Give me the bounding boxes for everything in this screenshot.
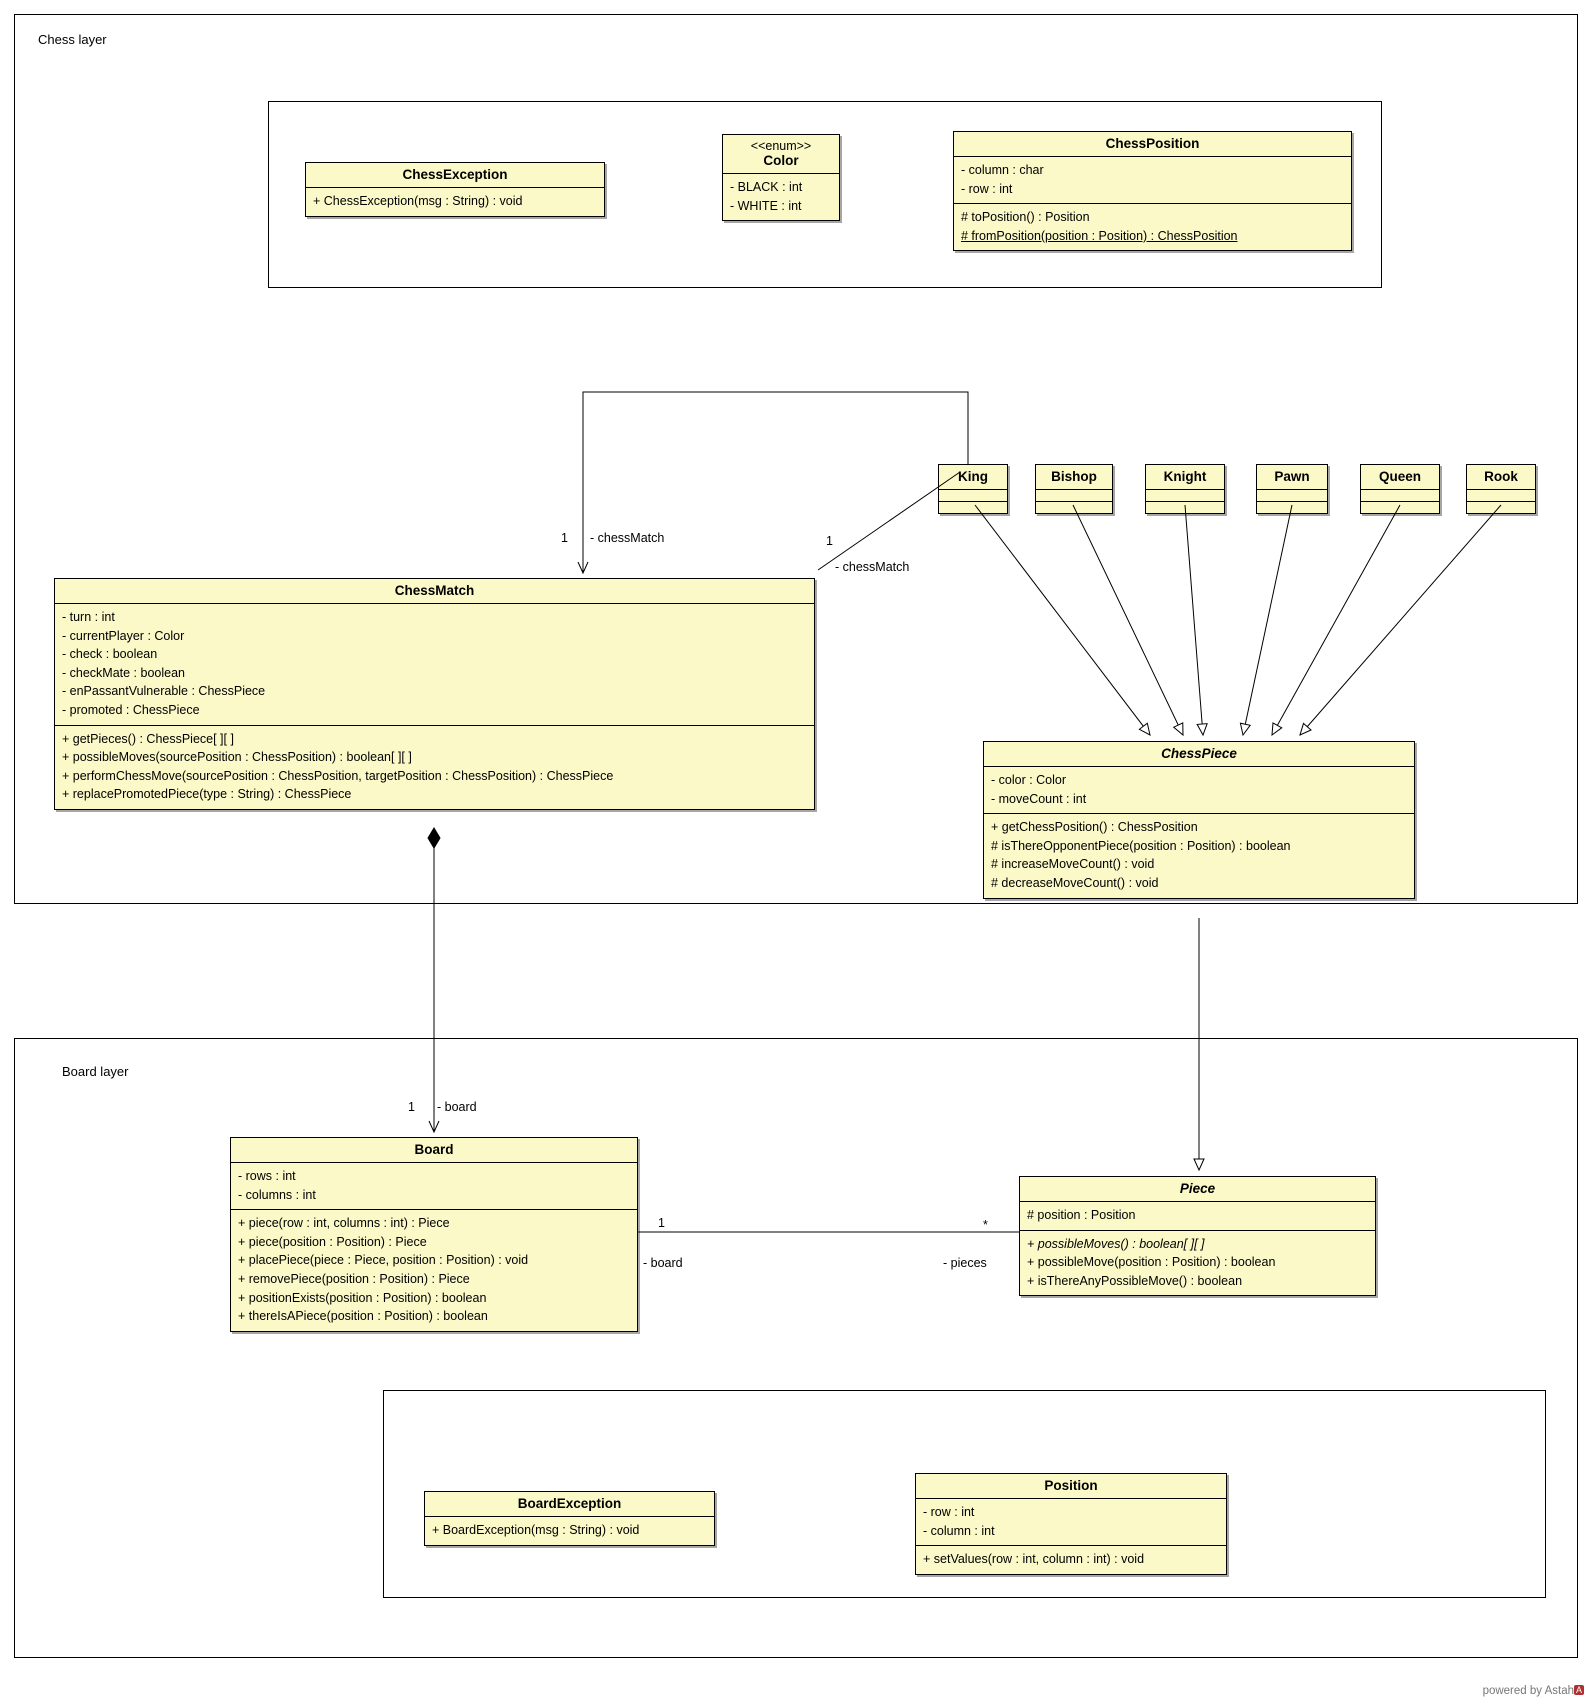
class-boardexception-name: BoardException	[425, 1492, 714, 1517]
class-piece-name: Piece	[1020, 1177, 1375, 1202]
class-chessposition-operations	[954, 204, 1351, 250]
attribute: - columns : int	[238, 1187, 316, 1202]
class-king-name: King	[939, 465, 1007, 490]
class-pawn-operations	[1257, 502, 1327, 513]
class-boardexception-operations	[425, 1517, 714, 1545]
class-piece[interactable]	[1019, 1176, 1376, 1296]
label-board-piece-left-role: - board	[643, 1256, 683, 1270]
attribute: - color : Color	[991, 773, 1067, 787]
class-position-operations	[916, 1546, 1226, 1574]
attribute: - checkMate : boolean	[62, 665, 185, 680]
class-chesspiece[interactable]	[983, 741, 1415, 899]
literal: - WHITE : int	[730, 198, 802, 213]
operation: + isThereAnyPossibleMove() : boolean	[1027, 1273, 1243, 1288]
class-knight[interactable]	[1145, 464, 1225, 514]
class-rook-name: Rook	[1467, 465, 1535, 490]
class-pawn[interactable]	[1256, 464, 1328, 514]
class-board-name: Board	[231, 1138, 637, 1163]
class-chessposition[interactable]	[953, 131, 1352, 251]
operation: + possibleMove(position : Position) : boolean	[1027, 1255, 1276, 1270]
package-chess-layer-label: Chess layer	[38, 32, 107, 47]
class-queen-attributes	[1361, 490, 1439, 502]
class-board[interactable]	[230, 1137, 638, 1332]
operation: + piece(position : Position) : Piece	[238, 1234, 427, 1249]
watermark	[1483, 1685, 1584, 1697]
operation: # fromPosition(position : Position) : ChessPosition	[961, 228, 1238, 243]
attribute: - row : int	[961, 181, 1013, 196]
literal: - BLACK : int	[730, 180, 803, 194]
operation: + placePiece(piece : Piece, position : Position) : void	[238, 1253, 529, 1268]
class-rook-operations	[1467, 502, 1535, 513]
class-color-name	[723, 135, 839, 174]
class-board-operations	[231, 1210, 637, 1331]
attribute: - turn : int	[62, 610, 115, 624]
label-board-piece-right-role: - pieces	[943, 1256, 987, 1270]
operation: + performChessMove(sourcePosition : ChessPosition, targetPosition : ChessPosition) : ChessPiece	[62, 768, 614, 783]
class-queen-operations	[1361, 502, 1439, 513]
attribute: - promoted : ChessPiece	[62, 702, 200, 717]
watermark-text: powered by Astah	[1482, 1685, 1574, 1697]
operation: + setValues(row : int, column : int) : void	[923, 1552, 1145, 1567]
class-knight-attributes	[1146, 490, 1224, 502]
class-knight-operations	[1146, 502, 1224, 513]
class-board-attributes	[231, 1163, 637, 1210]
operation: + replacePromotedPiece(type : String) : ChessPiece	[62, 787, 352, 802]
class-rook-attributes	[1467, 490, 1535, 502]
class-chessposition-attributes	[954, 157, 1351, 204]
attribute: - row : int	[923, 1505, 975, 1519]
attribute: - rows : int	[238, 1169, 296, 1183]
operation: # toPosition() : Position	[961, 210, 1090, 225]
class-king-operations	[939, 502, 1007, 513]
operation: # decreaseMoveCount() : void	[991, 875, 1159, 890]
operation: # increaseMoveCount() : void	[991, 857, 1155, 872]
attribute: - check : boolean	[62, 647, 158, 662]
class-chessexception-name: ChessException	[306, 163, 604, 188]
attribute: - column : char	[961, 163, 1044, 177]
operation: + possibleMoves() : boolean[ ][ ]	[1027, 1236, 1205, 1251]
class-chessmatch-operations	[55, 726, 814, 809]
class-king[interactable]	[938, 464, 1008, 514]
operation: + removePiece(position : Position) : Piece	[238, 1271, 470, 1286]
label-board-piece-left-multiplicity: 1	[658, 1216, 665, 1230]
operation: + getChessPosition() : ChessPosition	[991, 820, 1198, 835]
label-chesspiece-multiplicity: 1	[826, 534, 833, 548]
attribute: - enPassantVulnerable : ChessPiece	[62, 684, 266, 699]
class-chessposition-name: ChessPosition	[954, 132, 1351, 157]
label-board-role: - board	[437, 1100, 477, 1114]
label-board-multiplicity: 1	[408, 1100, 415, 1114]
operation: # isThereOpponentPiece(position : Position) : boolean	[991, 838, 1291, 853]
class-position-name: Position	[916, 1474, 1226, 1499]
class-color-title: Color	[763, 153, 799, 168]
operation: + piece(row : int, columns : int) : Piece	[238, 1216, 450, 1231]
operation: + thereIsAPiece(position : Position) : boolean	[238, 1309, 488, 1324]
class-piece-operations	[1020, 1231, 1375, 1296]
class-boardexception[interactable]	[424, 1491, 715, 1546]
label-king-role: - chessMatch	[590, 531, 665, 545]
label-king-multiplicity: 1	[561, 531, 568, 545]
class-color-enum[interactable]	[722, 134, 840, 221]
class-bishop-attributes	[1036, 490, 1112, 502]
class-position[interactable]	[915, 1473, 1227, 1575]
label-chesspiece-role: - chessMatch	[835, 560, 910, 574]
class-position-attributes	[916, 1499, 1226, 1546]
class-queen-name: Queen	[1361, 465, 1439, 490]
class-piece-attributes	[1020, 1202, 1375, 1231]
class-bishop[interactable]	[1035, 464, 1113, 514]
class-chessexception[interactable]	[305, 162, 605, 217]
attribute: # position : Position	[1027, 1208, 1136, 1222]
class-pawn-attributes	[1257, 490, 1327, 502]
class-chessmatch[interactable]	[54, 578, 815, 810]
class-pawn-name: Pawn	[1257, 465, 1327, 490]
class-bishop-name: Bishop	[1036, 465, 1112, 490]
operation: + getPieces() : ChessPiece[ ][ ]	[62, 731, 234, 746]
astah-logo-icon: A	[1575, 1685, 1582, 1695]
class-chessmatch-attributes	[55, 604, 814, 726]
label-board-piece-right-multiplicity: *	[983, 1218, 988, 1232]
class-chessexception-operations	[306, 188, 604, 216]
class-queen[interactable]	[1360, 464, 1440, 514]
class-chesspiece-operations	[984, 814, 1414, 897]
attribute: - column : int	[923, 1523, 995, 1538]
package-board-layer-label: Board layer	[62, 1064, 129, 1079]
attribute: - currentPlayer : Color	[62, 628, 185, 643]
class-knight-name: Knight	[1146, 465, 1224, 490]
class-color-literals	[723, 174, 839, 220]
class-bishop-operations	[1036, 502, 1112, 513]
operation: + positionExists(position : Position) : boolean	[238, 1290, 487, 1305]
operation: + ChessException(msg : String) : void	[313, 194, 523, 208]
class-chesspiece-attributes	[984, 767, 1414, 814]
operation: + possibleMoves(sourcePosition : ChessPosition) : boolean[ ][ ]	[62, 750, 412, 765]
class-chessmatch-name: ChessMatch	[55, 579, 814, 604]
class-chesspiece-name: ChessPiece	[984, 742, 1414, 767]
class-king-attributes	[939, 490, 1007, 502]
operation: + BoardException(msg : String) : void	[432, 1523, 640, 1537]
class-color-stereotype: <<enum>>	[750, 139, 812, 153]
attribute: - moveCount : int	[991, 791, 1087, 806]
class-rook[interactable]	[1466, 464, 1536, 514]
